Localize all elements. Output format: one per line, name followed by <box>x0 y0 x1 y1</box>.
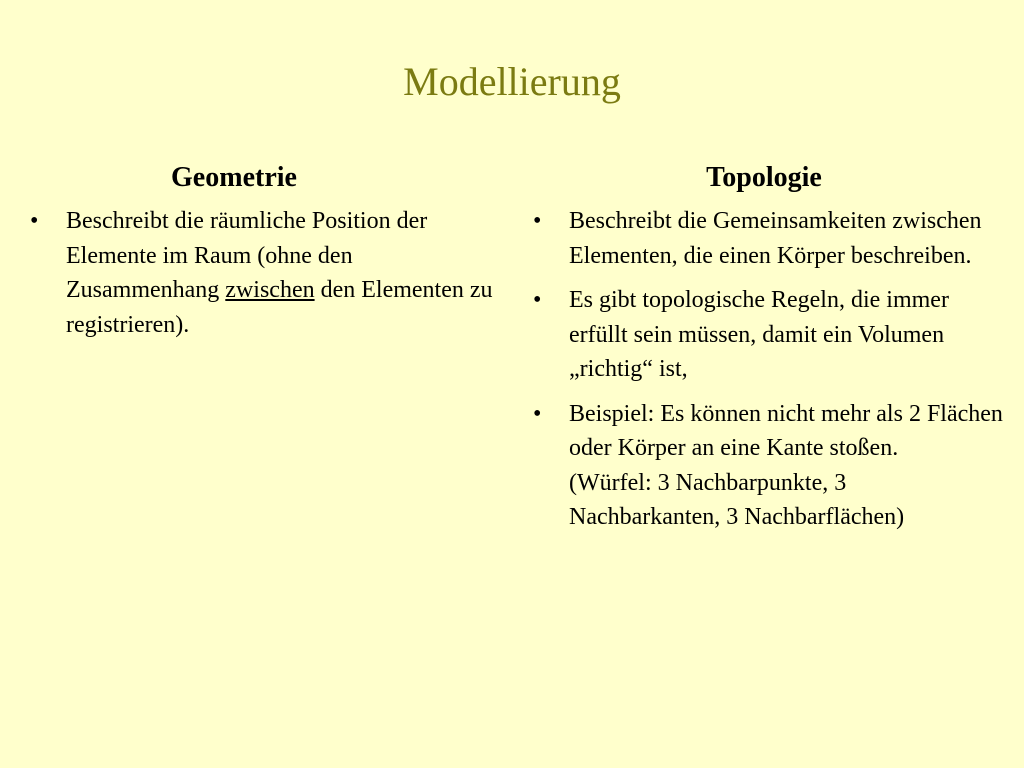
list-item <box>533 204 1003 273</box>
geometry-bullet-list <box>30 204 500 342</box>
bullet-icon: • <box>533 287 542 313</box>
underlined-word: zwischen <box>225 277 315 303</box>
bullet-text: Es gibt topologische Regeln, die immer erfüllt sein müssen, damit ein Volumen „richtig“ ist, <box>569 287 949 382</box>
bullet-text-part: den Elementen zu registrieren). <box>66 277 493 338</box>
bullet-text <box>66 208 493 338</box>
bullet-text-continuation: (Würfel: 3 Nachbarpunkte, 3 Nachbarkanten, 3 Nachbarflächen) <box>569 469 905 530</box>
bullet-text-part: Beschreibt die räumliche Position der Elemente im Raum (ohne den Zusammenhang <box>66 208 428 303</box>
topology-bullet-list <box>533 204 1003 535</box>
list-item <box>30 204 500 342</box>
slide-title: Modellierung <box>403 59 621 104</box>
bullet-icon: • <box>533 400 542 427</box>
list-item <box>533 283 1003 387</box>
topology-column <box>533 160 1003 545</box>
bullet-icon: • <box>533 208 542 234</box>
geometry-column <box>30 160 500 352</box>
list-item <box>533 397 1003 535</box>
geometry-heading: Geometrie <box>171 162 297 193</box>
bullet-icon: • <box>30 208 39 234</box>
bullet-text: Beispiel: Es können nicht mehr als 2 Flächen oder Körper an eine Kante stoßen. <box>569 400 1003 461</box>
bullet-text: Beschreibt die Gemeinsamkeiten zwischen Elementen, die einen Körper beschreiben. <box>569 208 982 269</box>
topology-heading: Topologie <box>706 162 822 193</box>
